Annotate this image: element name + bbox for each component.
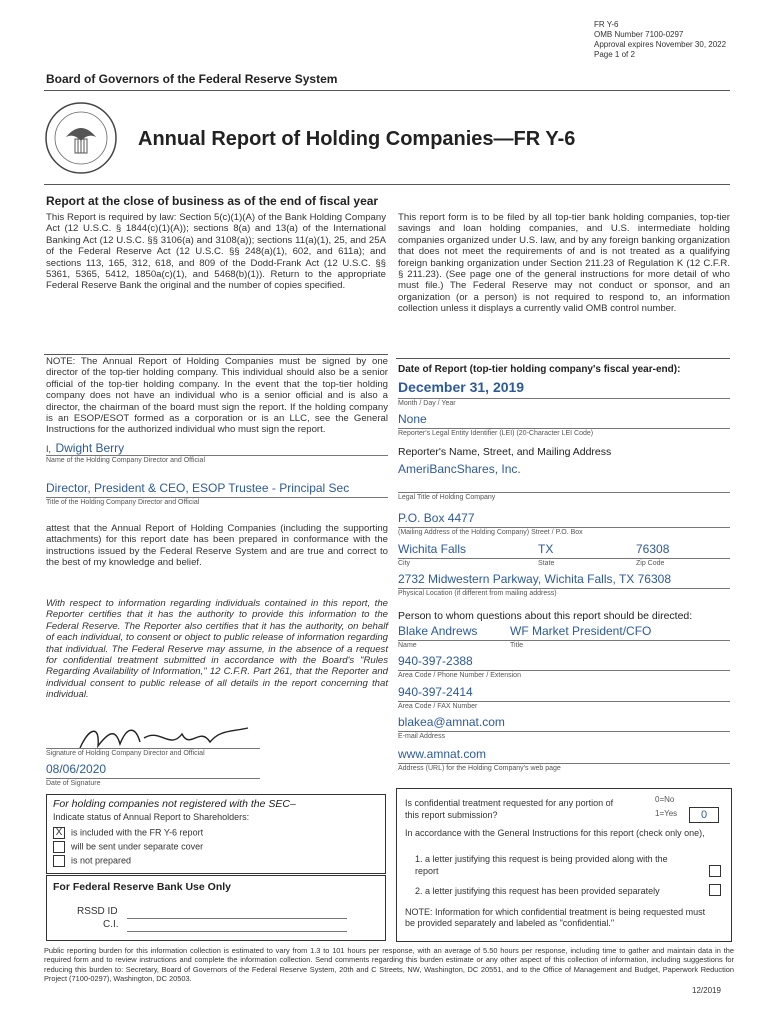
signature-date-caption: Date of Signature [46,780,101,787]
po-box-block [398,511,730,536]
right-section-rule [396,358,730,359]
ci-label: C.I. [103,919,119,930]
left-section-rule [44,354,388,355]
signature-date-field[interactable]: 08/06/2020 [46,762,260,779]
web-caption: Address (URL) for the Holding Company's web page [398,765,561,772]
title-caption: Title [510,642,523,649]
privacy-certification-text: With respect to information regarding individuals contained in this report, the Reporter certifies that it has the authority to provide this information to the Federal Reserve. The Reporter also certifies that it has the authority, on behalf of each individual, to consent or object to public release of information regarding that individual. The Federal Reserve may assume, in the absence of a request for confidential treatment submitted in accordance with the Board's "Rules Regarding Availability of Information," 12 C.F.R. Part 261, that the Reporter and individual consent to public release of all details in the report concerning that individual. [46,598,388,701]
sec-box-subtitle: Indicate status of Annual Report to Shareholders: [53,812,250,822]
web-block [398,747,730,772]
checkbox-checked[interactable]: X [53,827,65,839]
signer-title-field[interactable]: Director, President & CEO, ESOP Trustee - Principal Sec [46,481,388,498]
report-at-heading: Report at the close of business as of the end of fiscal year [46,194,379,208]
physical-location-caption: Physical Location (if different from mailing address) [398,590,557,597]
confidential-treatment-box [396,788,732,942]
note-text: NOTE: The Annual Report of Holding Companies must be signed by one director of the top-tier holding company. This individual should also be a senior official of the top-tier holding company. In the event that the top-tier holding company does not have an individual who is a senior official and is also a director, the chairman of the board must sign the report. If the holding company is an ESOP/ESOT formed as a corporation or is an LLC, see the General Instructions for the authorized individual who must sign the report. [46,356,388,436]
lei-field[interactable]: None [398,412,730,429]
sec-option-separate[interactable]: will be sent under separate cover [53,841,203,853]
company-caption: Legal Title of Holding Company [398,494,496,501]
email-field[interactable]: blakea@amnat.com [398,715,730,732]
no-label: 0=No [655,795,675,804]
fax-block [398,685,730,710]
signer-title-block [46,481,388,506]
right-intro-text: This report form is to be filed by all top-tier bank holding companies, top-tier savings and loan holding companies, and U.S. intermediate holding companies organized under U.S. law, and by any foreign banking organization that does not meet the requirements of and is not treated as a qualifying foreign banking organization under Section 211.23 of Regulation K (12 C.F.R. § 211.23). (See page one of the general instructions for more detail of who must file.) The Federal Reserve may not conduct or sponsor, and an organization (or a person) is not required to respond to, an information collection unless it displays a currently valid OMB control number. [398,212,730,315]
physical-location-block [398,572,730,597]
left-intro-text: This Report is required by law: Section 5(c)(1)(A) of the Bank Holding Company Act (12 U.S.C. § 1844(c)(1)(A)); sections 8(a) and 13(a) of the International Banking Act (12 U.S.C. §§ 3106(a) and 3108(a)); sections 11(a)(1), 25, and 25A of the Federal Reserve Act (12 U.S.C. §§ 248(a)(1), 602, and 611a); and sections 113, 165, 312, 618, and 809 of the Dodd-Frank Act (12 U.S.C. §§ 5361, 5365, 5412, 1850a(c)(1), and 5468(b)(1)). Return to the appropriate Federal Reserve Bank the original and the number of copies specified. [46,212,386,292]
company-block [398,462,730,501]
rssd-label: RSSD ID [77,906,118,917]
city-state-zip-block [398,542,730,569]
signer-name-block [46,439,388,464]
signer-name-field[interactable]: Dwight Berry [55,441,125,455]
state-field[interactable]: TX [538,542,554,556]
fax-field[interactable]: 940-397-2414 [398,685,730,702]
page-title: Annual Report of Holding Companies—FR Y-6 [138,128,576,150]
lei-block [398,412,730,437]
date-caption: Month / Day / Year [398,400,456,407]
checkbox[interactable] [53,841,65,853]
attest-text: attest that the Annual Report of Holding Companies (including the supporting attachments) for this report date has been prepared in conformance with the instructions issued by the Federal Reserve System and are true and correct to the best of my knowledge and belief. [46,523,388,569]
city-caption: City [398,560,411,567]
contact-name-field[interactable]: Blake Andrews [398,624,478,638]
letter-provided-checkbox[interactable] [709,865,721,877]
signer-name-caption: Name of the Holding Company Director and Official [46,457,206,464]
name-caption: Name [398,642,417,649]
letter-provided-option: 1. a letter justifying this request is being provided along with the report [415,854,668,876]
email-caption: E-mail Address [398,733,446,740]
sec-option-included[interactable]: X is included with the FR Y-6 report [53,827,203,839]
physical-location-field[interactable]: 2732 Midwestern Parkway, Wichita Falls, TX 76308 [398,572,730,589]
frb-box-title: For Federal Reserve Bank Use Only [53,881,231,893]
omb-number: OMB Number 7100-0297 [594,30,684,39]
city-field[interactable]: Wichita Falls [398,542,467,556]
page-number: Page 1 of 2 [594,50,635,59]
company-name-field[interactable]: AmeriBancShares, Inc. [398,462,730,493]
zip-field[interactable]: 76308 [636,542,670,556]
confidential-answer-field[interactable]: 0 [689,807,719,823]
web-field[interactable]: www.amnat.com [398,747,730,764]
contact-label: Person to whom questions about this report should be directed: [398,610,693,622]
letter-separate-option: 2. a letter justifying this request has been provided separately [415,886,660,896]
po-box-field[interactable]: P.O. Box 4477 [398,511,730,528]
zip-caption: Zip Code [636,560,665,567]
sec-box-title: For holding companies not registered with the SEC– [53,798,296,810]
email-block [398,715,730,740]
sec-option-not-prepared[interactable]: is not prepared [53,855,131,867]
date-of-report-field[interactable]: December 31, 2019 [398,379,730,399]
phone-block [398,654,730,679]
confidential-instructions: In accordance with the General Instructions for this report (check only one), [405,828,705,838]
signature-caption: Signature of Holding Company Director and Official [46,750,205,757]
confidential-note: NOTE: Information for which confidential treatment is being requested must be provided separately and labeled as "confidential." [405,907,706,928]
signer-prefix: I, [46,444,52,454]
reporter-address-label: Reporter's Name, Street, and Mailing Address [398,446,612,458]
signature-date-block [46,762,260,787]
ci-field[interactable] [127,931,347,932]
form-revision-date: 12/2019 [692,986,721,995]
federal-reserve-seal-icon [44,101,118,175]
contact-title-field[interactable]: WF Market President/CFO [510,624,652,638]
agency-name: Board of Governors of the Federal Reserve System [46,72,338,86]
form-id: FR Y-6 [594,20,619,29]
burden-statement: Public reporting burden for this information collection is estimated to vary from 1.3 to 101 hours per response, with an average of 5.50 hours per response, including time to gather and maintain data in the required form and to review instructions and complete the information collection. Send comments regarding this burden estimate or any other aspect of this collection of information, including suggestions for reducing this burden to: Secretary, Board of Governors of the Federal Reserve System, 20th and C Streets, NW, Washington, DC 20551, and to the Office of Management and Budget, Paperwork Reduction Project (7100-0297), Washington, DC 20503. [44,946,734,984]
title-rule [44,184,730,185]
form-header-info [594,20,726,60]
fax-caption: Area Code / FAX Number [398,703,478,710]
lei-caption: Reporter's Legal Entity Identifier (LEI) (20-Character LEI Code) [398,430,594,437]
signer-title-caption: Title of the Holding Company Director and Official [46,499,200,506]
date-of-report-block [398,379,730,407]
checkbox[interactable] [53,855,65,867]
date-of-report-label: Date of Report (top-tier holding company's fiscal year-end): [398,364,681,375]
yes-label: 1=Yes [655,809,678,818]
phone-field[interactable]: 940-397-2388 [398,654,730,671]
phone-caption: Area Code / Phone Number / Extension [398,672,521,679]
frb-use-box [46,875,386,941]
signature-line [46,748,260,749]
contact-name-block [398,624,730,651]
state-caption: State [538,560,555,567]
approval-expiry: Approval expires November 30, 2022 [594,40,727,49]
po-box-caption: (Mailing Address of the Holding Company) Street / P.O. Box [398,529,583,536]
sec-status-box [46,794,386,874]
confidential-question: Is confidential treatment requested for any portion of this report submission? [405,798,614,820]
letter-separate-checkbox[interactable] [709,884,721,896]
header-rule [44,90,730,91]
rssd-field[interactable] [127,918,347,919]
